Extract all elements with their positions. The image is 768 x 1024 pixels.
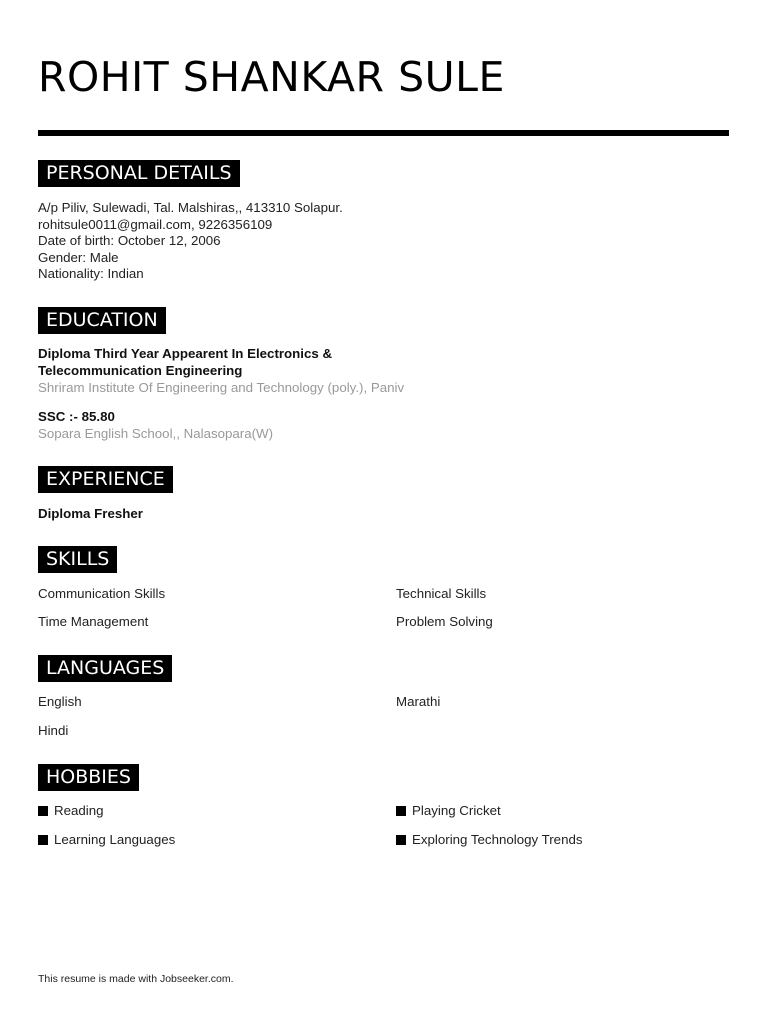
bullet-square-icon — [396, 835, 406, 845]
contact-info: rohitsule0011@gmail.com, 9226356109 — [38, 217, 273, 232]
skill-item: Problem Solving — [396, 614, 493, 629]
education-degree-line1: SSC :- 85.80 — [38, 409, 115, 424]
footer-credit: This resume is made with Jobseeker.com. — [38, 973, 234, 985]
languages-heading: LANGUAGES — [38, 655, 172, 682]
education-heading: EDUCATION — [38, 307, 166, 334]
skill-item: Communication Skills — [38, 586, 166, 601]
skill-item: Technical Skills — [396, 586, 487, 601]
hobbies-heading: HOBBIES — [38, 764, 139, 791]
header-divider — [38, 130, 729, 136]
personal-details-heading: PERSONAL DETAILS — [38, 160, 240, 187]
language-item: Hindi — [38, 723, 69, 738]
bullet-square-icon — [38, 806, 48, 816]
language-item: Marathi — [396, 694, 441, 709]
candidate-name: ROHIT SHANKAR SULE — [38, 53, 505, 101]
bullet-square-icon — [396, 806, 406, 816]
education-institute: Sopara English School,, Nalasopara(W) — [38, 426, 274, 441]
hobby-item: Exploring Technology Trends — [412, 832, 583, 847]
date-of-birth: Date of birth: October 12, 2006 — [38, 233, 221, 248]
education-degree-line1: Diploma Third Year Appearent In Electronics & — [38, 346, 333, 361]
hobby-item: Learning Languages — [54, 832, 176, 847]
experience-entry: Diploma Fresher — [38, 506, 143, 521]
language-item: English — [38, 694, 82, 709]
bullet-square-icon — [38, 835, 48, 845]
nationality: Nationality: Indian — [38, 266, 144, 281]
education-degree-line2: Telecommunication Engineering — [38, 363, 243, 378]
hobby-item: Reading — [54, 803, 104, 818]
hobby-item: Playing Cricket — [412, 803, 501, 818]
education-institute: Shriram Institute Of Engineering and Technology (poly.), Paniv — [38, 380, 405, 395]
gender: Gender: Male — [38, 250, 119, 265]
experience-heading: EXPERIENCE — [38, 466, 173, 493]
skills-heading: SKILLS — [38, 546, 117, 573]
skill-item: Time Management — [38, 614, 149, 629]
address: A/p Piliv, Sulewadi, Tal. Malshiras,, 413310 Solapur. — [38, 200, 343, 215]
